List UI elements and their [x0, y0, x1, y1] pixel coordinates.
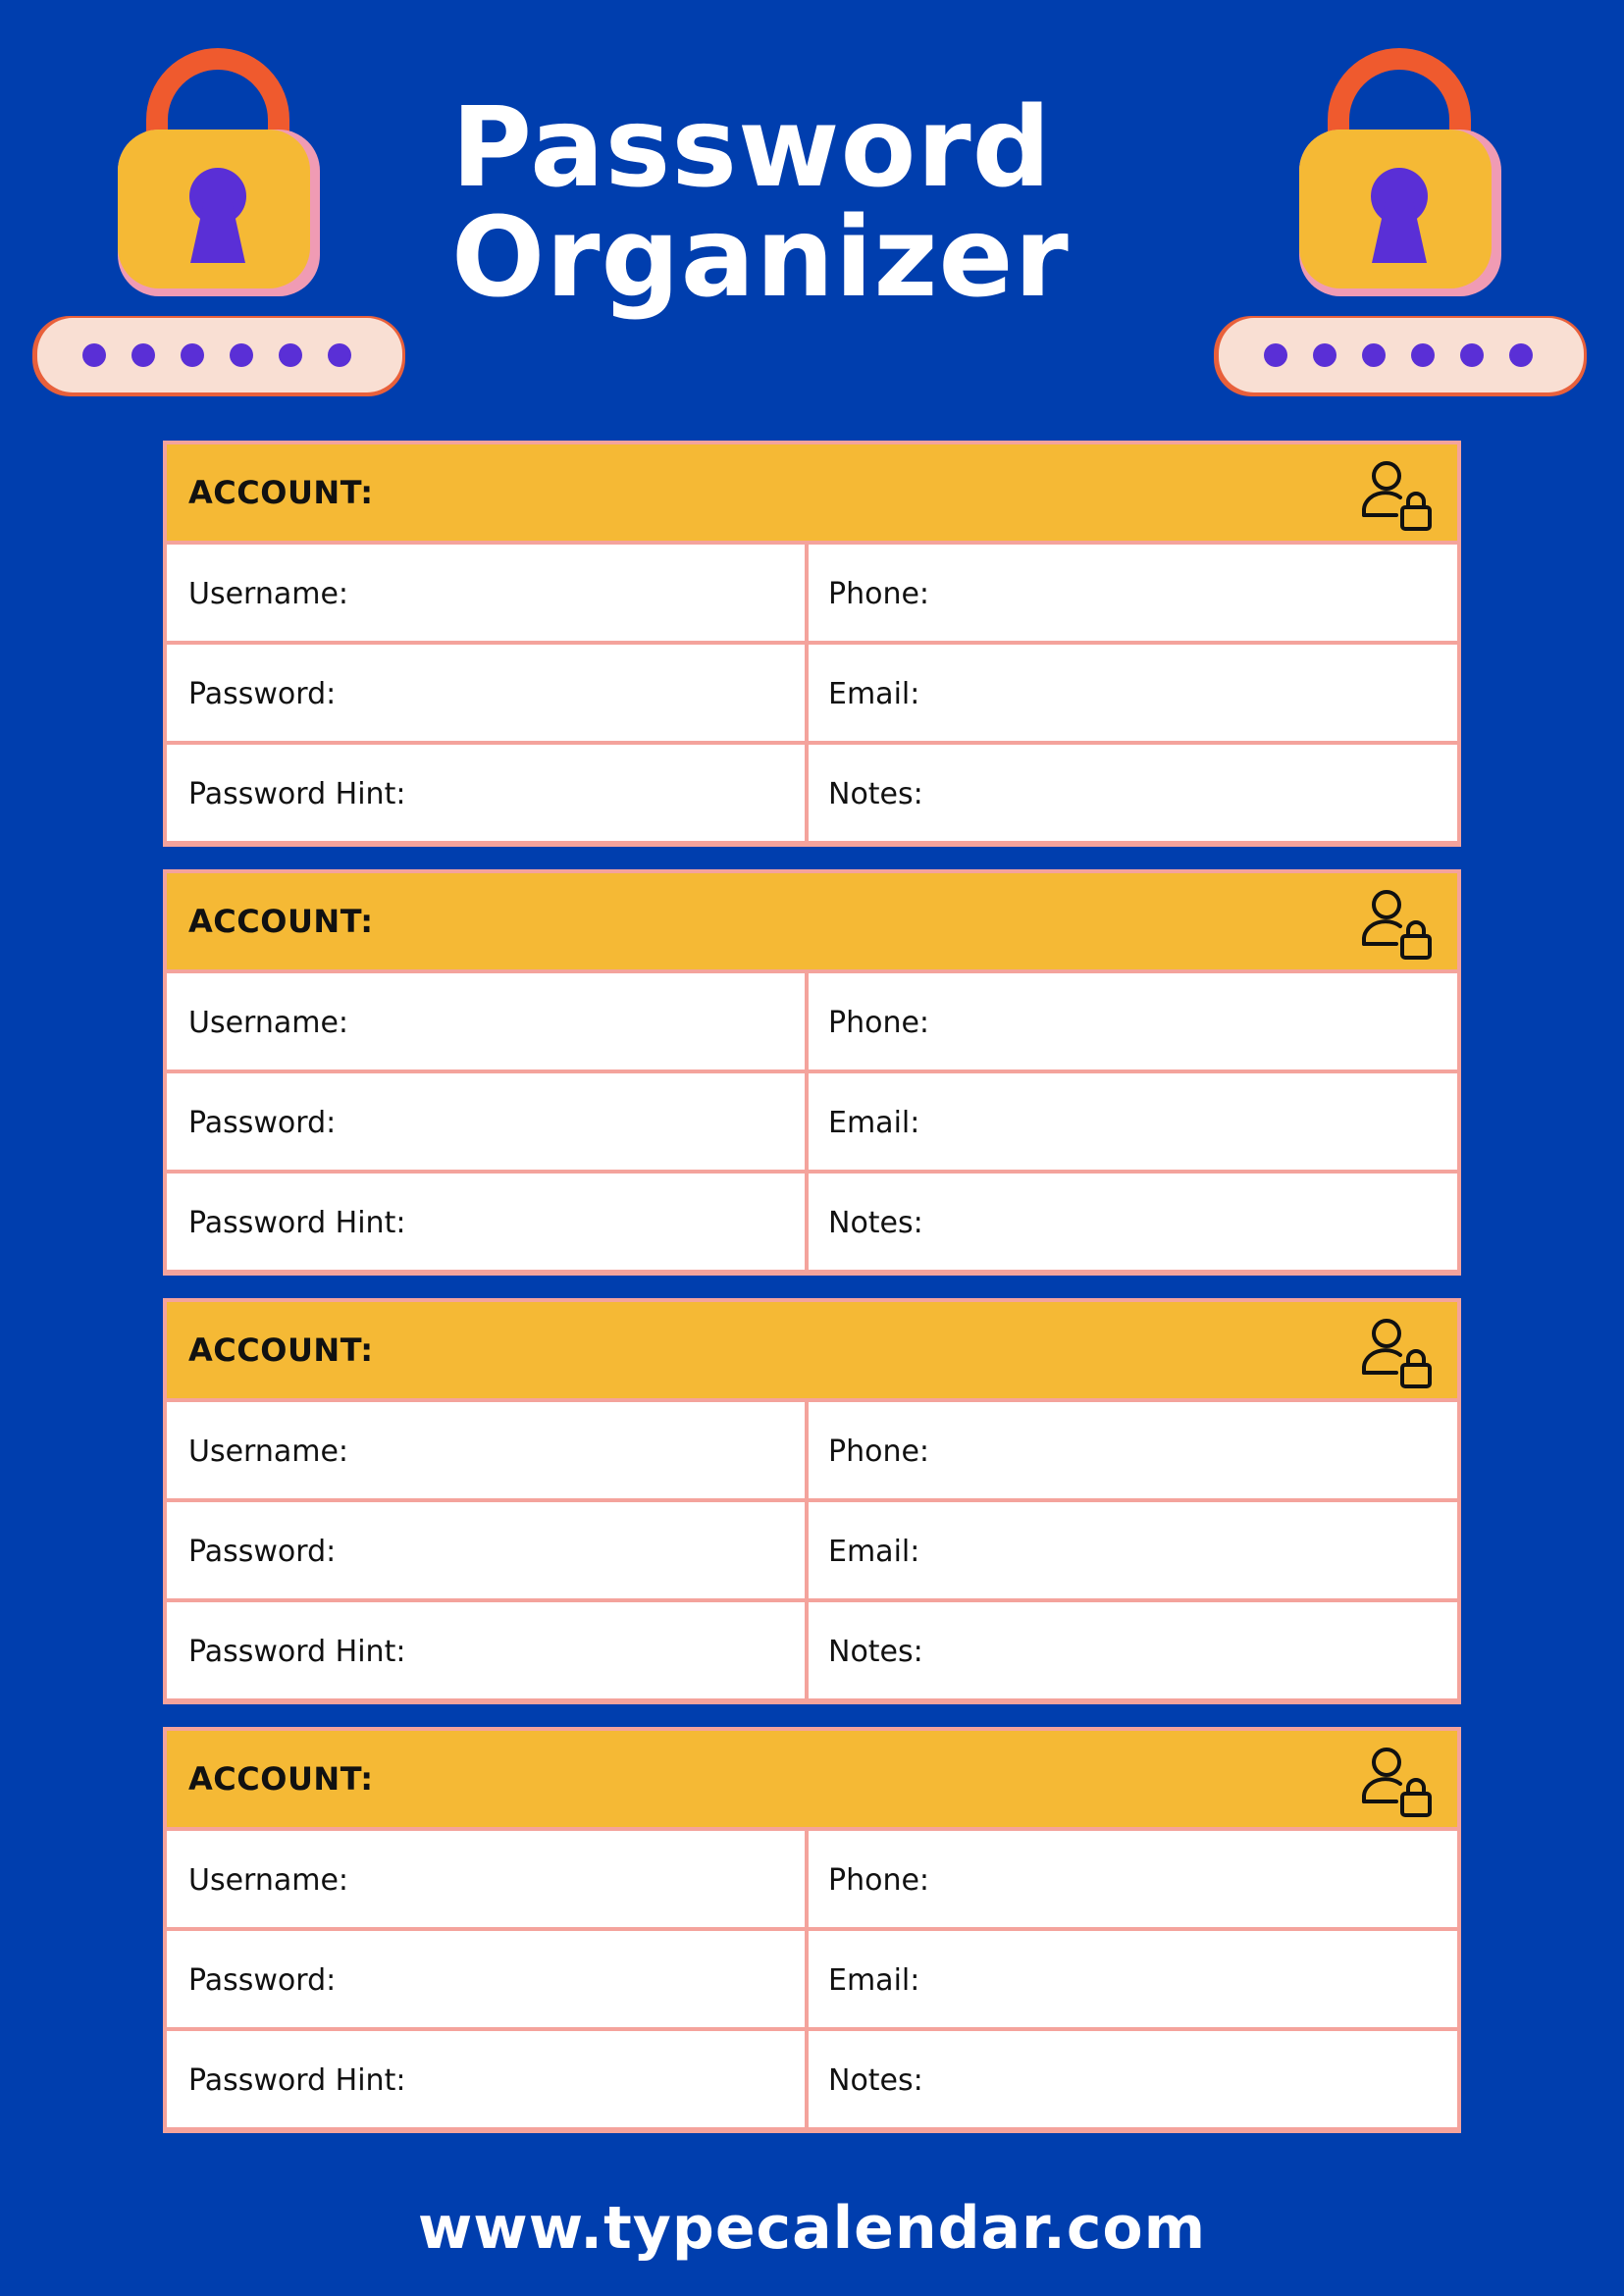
user-lock-icon [1361, 1745, 1436, 1817]
notes-field[interactable] [809, 1174, 1457, 1270]
password-field[interactable] [167, 1502, 805, 1598]
password-hint-label: Password Hint: [188, 777, 406, 811]
email-label: Email: [828, 677, 920, 711]
notes-label: Notes: [828, 1635, 923, 1669]
username-label: Username: [188, 1863, 349, 1898]
password-field[interactable] [167, 645, 805, 741]
notes-field[interactable] [809, 745, 1457, 841]
phone-label: Phone: [828, 1006, 930, 1040]
account-card [163, 1298, 1461, 1704]
notes-field[interactable] [809, 2031, 1457, 2127]
username-field[interactable] [167, 545, 805, 641]
email-field[interactable] [809, 1931, 1457, 2027]
email-label: Email: [828, 1535, 920, 1569]
password-hint-label: Password Hint: [188, 1635, 406, 1669]
password-hint-field[interactable] [167, 745, 805, 841]
phone-field[interactable] [809, 545, 1457, 641]
account-header [167, 873, 1457, 969]
phone-field[interactable] [809, 973, 1457, 1070]
password-label: Password: [188, 1963, 337, 1998]
title-line-2: Organizer [451, 194, 1070, 322]
account-label: ACCOUNT: [188, 1331, 374, 1369]
footer-website: www.typecalendar.com [417, 2194, 1207, 2263]
email-label: Email: [828, 1106, 920, 1140]
password-hint-field[interactable] [167, 1174, 805, 1270]
username-field[interactable] [167, 1402, 805, 1498]
username-field[interactable] [167, 1831, 805, 1927]
user-lock-icon [1361, 1316, 1436, 1388]
user-lock-icon [1361, 887, 1436, 960]
notes-field[interactable] [809, 1602, 1457, 1698]
email-label: Email: [828, 1963, 920, 1998]
notes-label: Notes: [828, 1206, 923, 1240]
padlock-icon [1209, 39, 1592, 402]
phone-field[interactable] [809, 1402, 1457, 1498]
password-label: Password: [188, 677, 337, 711]
password-hint-label: Password Hint: [188, 1206, 406, 1240]
account-label: ACCOUNT: [188, 903, 374, 940]
password-label: Password: [188, 1535, 337, 1569]
username-label: Username: [188, 577, 349, 611]
account-label: ACCOUNT: [188, 474, 374, 511]
phone-label: Phone: [828, 1435, 930, 1469]
email-field[interactable] [809, 1502, 1457, 1598]
password-hint-label: Password Hint: [188, 2063, 406, 2098]
page-title [451, 84, 1138, 322]
notes-label: Notes: [828, 777, 923, 811]
account-header [167, 1731, 1457, 1827]
user-lock-icon [1361, 458, 1436, 531]
account-card [163, 441, 1461, 847]
password-hint-field[interactable] [167, 1602, 805, 1698]
account-header [167, 444, 1457, 541]
account-card [163, 1727, 1461, 2133]
email-field[interactable] [809, 1073, 1457, 1170]
password-field[interactable] [167, 1073, 805, 1170]
account-card [163, 869, 1461, 1276]
phone-field[interactable] [809, 1831, 1457, 1927]
password-field[interactable] [167, 1931, 805, 2027]
phone-label: Phone: [828, 577, 930, 611]
phone-label: Phone: [828, 1863, 930, 1898]
username-field[interactable] [167, 973, 805, 1070]
username-label: Username: [188, 1435, 349, 1469]
email-field[interactable] [809, 645, 1457, 741]
account-header [167, 1302, 1457, 1398]
padlock-icon [27, 39, 410, 402]
title-line-1: Password [451, 84, 1052, 212]
notes-label: Notes: [828, 2063, 923, 2098]
username-label: Username: [188, 1006, 349, 1040]
password-hint-field[interactable] [167, 2031, 805, 2127]
account-label: ACCOUNT: [188, 1760, 374, 1798]
password-label: Password: [188, 1106, 337, 1140]
